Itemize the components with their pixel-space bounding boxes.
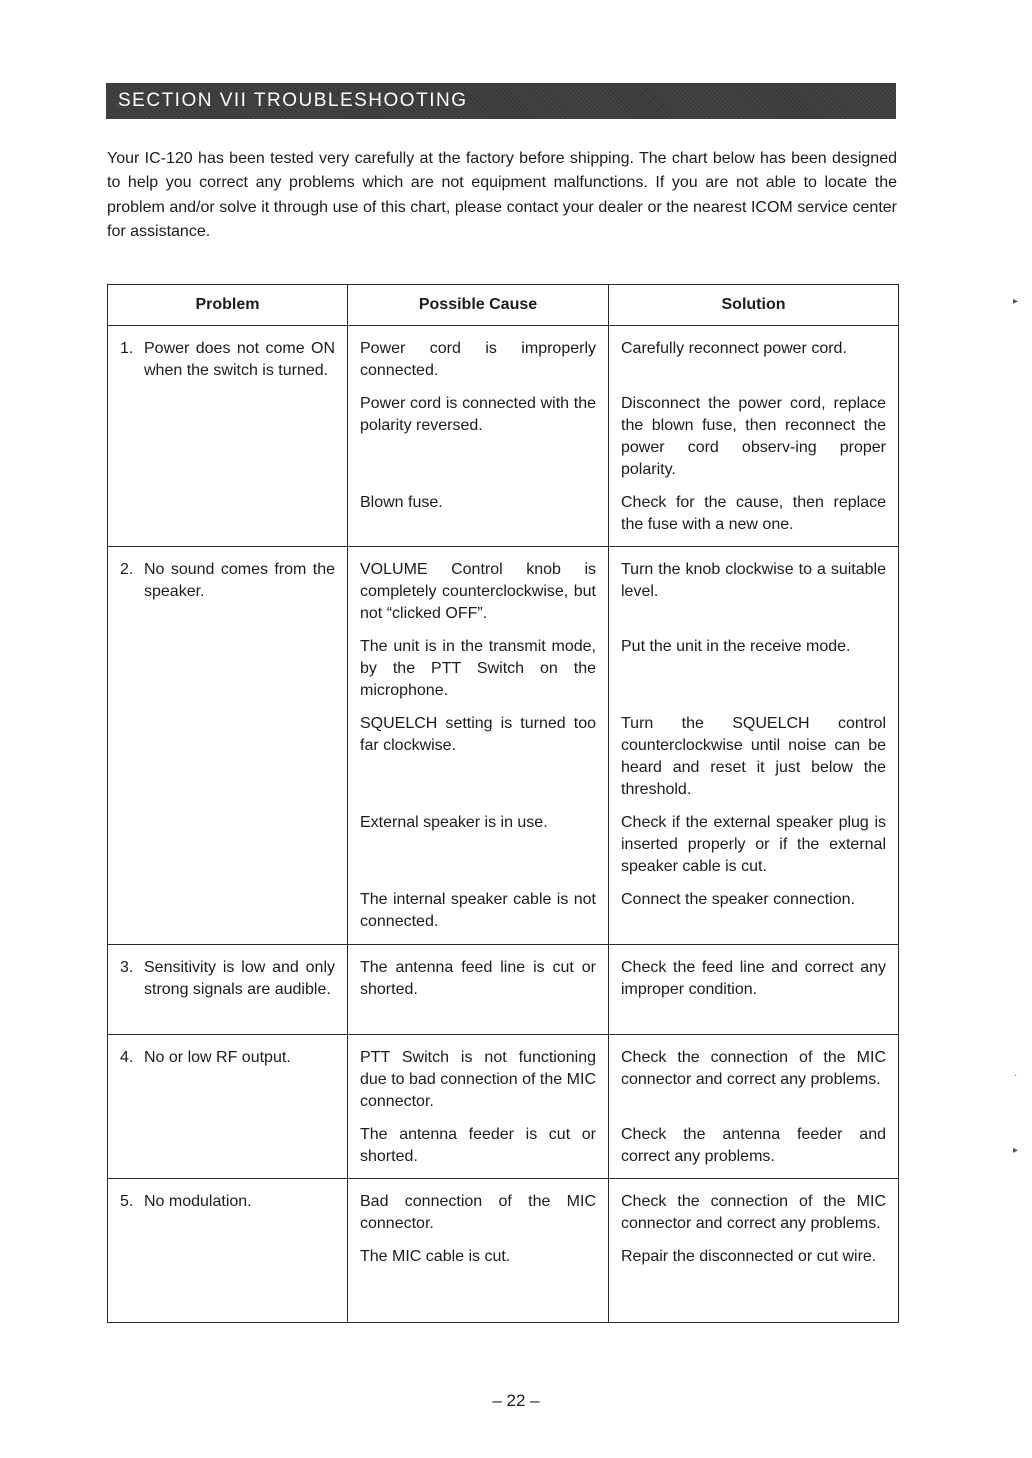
- cause-text: External speaker is in use.: [360, 814, 548, 831]
- table-row: [108, 1179, 899, 1323]
- solution-text: Carefully reconnect power cord.: [621, 340, 847, 357]
- problem-cell: [108, 1035, 348, 1179]
- problem-text: Power does not come ON when the switch is turned.: [144, 340, 335, 379]
- problem-cell: [108, 945, 348, 1035]
- solution-cell: [609, 326, 899, 547]
- cause-text: Power cord is improperly connected.: [360, 340, 596, 379]
- table-header-row: [108, 285, 899, 326]
- cause-text: VOLUME Control knob is completely counterclockwise, but not “clicked OFF”.: [360, 561, 596, 622]
- margin-mark: ▸: [1013, 296, 1019, 307]
- solution-cell: [609, 945, 899, 1035]
- margin-mark: ▸: [1013, 1145, 1019, 1156]
- cause-text: SQUELCH setting is turned too far clockwise.: [360, 715, 596, 754]
- solution-text: Check for the cause, then replace the fuse with a new one.: [621, 494, 886, 533]
- table-row: [108, 945, 899, 1035]
- solution-cell: [609, 1035, 899, 1179]
- cause-text: Bad connection of the MIC connector.: [360, 1193, 596, 1232]
- page-number: – 22 –: [492, 1391, 540, 1410]
- section-banner: [106, 83, 896, 119]
- header-solution: Solution: [609, 285, 899, 326]
- cause-text: The antenna feeder is cut or shorted.: [360, 1126, 596, 1165]
- problem-cell: [108, 326, 348, 547]
- problem-text: No modulation.: [144, 1193, 252, 1210]
- problem-text: Sensitivity is low and only strong signals are audible.: [144, 959, 335, 998]
- cause-text: The MIC cable is cut.: [360, 1248, 511, 1265]
- cause-cell: [348, 945, 609, 1035]
- solution-cell: [609, 1179, 899, 1323]
- margin-mark: ·: [1014, 1070, 1018, 1081]
- problem-text: No or low RF output.: [144, 1049, 291, 1066]
- table-body: [108, 326, 899, 1323]
- solution-text: Turn the SQUELCH control counterclockwise until noise can be heard and reset it just below the threshold.: [621, 715, 886, 798]
- problem-number: 2.: [120, 561, 134, 578]
- cause-cell: [348, 326, 609, 547]
- solution-text: Repair the disconnected or cut wire.: [621, 1248, 877, 1265]
- solution-text: Turn the knob clockwise to a suitable level.: [621, 561, 886, 600]
- solution-cell: [609, 547, 899, 945]
- solution-text: Connect the speaker connection.: [621, 891, 855, 908]
- header-problem: Problem: [108, 285, 348, 326]
- solution-text: Check the connection of the MIC connector and correct any problems.: [621, 1193, 886, 1232]
- solution-text: Put the unit in the receive mode.: [621, 638, 851, 655]
- table-row: [108, 1035, 899, 1179]
- problem-cell: [108, 1179, 348, 1323]
- solution-text: Disconnect the power cord, replace the blown fuse, then reconnect the power cord observ-ing proper polarity.: [621, 395, 886, 478]
- problem-text: No sound comes from the speaker.: [144, 561, 335, 600]
- solution-text: Check the antenna feeder and correct any problems.: [621, 1126, 886, 1165]
- cause-text: The antenna feed line is cut or shorted.: [360, 959, 596, 998]
- section-title: SECTION VII TROUBLESHOOTING: [118, 90, 468, 111]
- table-row: [108, 547, 899, 945]
- solution-text: Check the connection of the MIC connector and correct any problems.: [621, 1049, 886, 1088]
- cause-text: Power cord is connected with the polarity reversed.: [360, 395, 596, 434]
- header-cause: Possible Cause: [348, 285, 609, 326]
- cause-text: PTT Switch is not functioning due to bad connection of the MIC connector.: [360, 1049, 596, 1110]
- problem-number: 4.: [120, 1049, 134, 1066]
- troubleshooting-table: [107, 284, 899, 1323]
- cause-text: Blown fuse.: [360, 494, 443, 511]
- problem-number: 5.: [120, 1193, 134, 1210]
- cause-cell: [348, 1179, 609, 1323]
- cause-text: The unit is in the transmit mode, by the PTT Switch on the microphone.: [360, 638, 596, 699]
- cause-cell: [348, 547, 609, 945]
- intro-paragraph: Your IC-120 has been tested very carefully at the factory before shipping. The chart below has been designed to help you correct any problems which are not equipment malfunctions. If you are not able to locate the problem and/or solve it through use of this chart, please contact your dealer or the nearest ICOM service center for assistance.: [107, 150, 897, 240]
- table-row: [108, 326, 899, 547]
- problem-cell: [108, 547, 348, 945]
- solution-text: Check the feed line and correct any improper condition.: [621, 959, 886, 998]
- solution-text: Check if the external speaker plug is inserted properly or if the external speaker cable is cut.: [621, 814, 886, 875]
- cause-cell: [348, 1035, 609, 1179]
- cause-text: The internal speaker cable is not connected.: [360, 891, 596, 930]
- problem-number: 1.: [120, 340, 134, 357]
- problem-number: 3.: [120, 959, 134, 976]
